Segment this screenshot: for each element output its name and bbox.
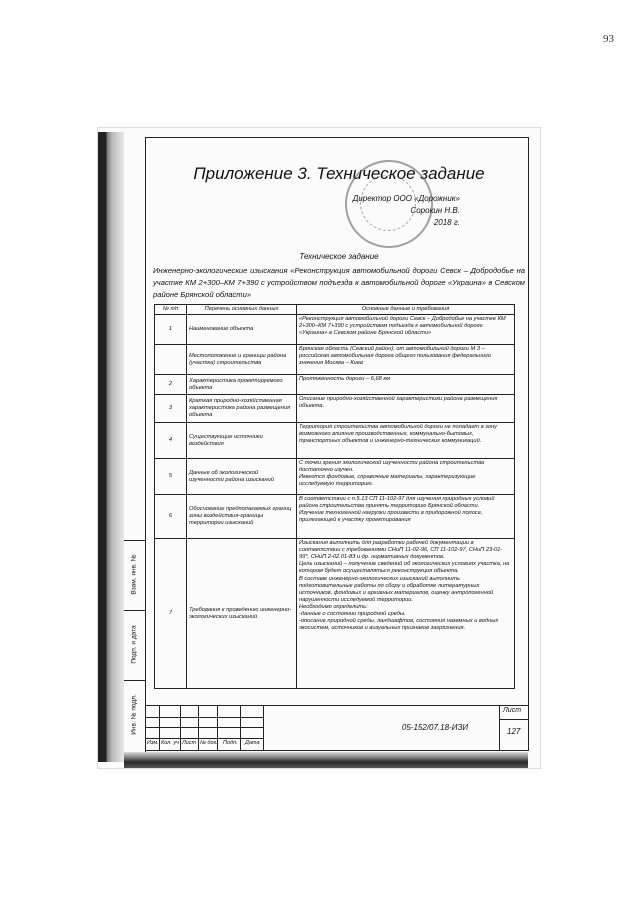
table-row <box>155 315 515 345</box>
header-num: № п/п <box>155 305 187 315</box>
row-number: 3 <box>155 395 187 423</box>
row-value: Протяженность дороги – 6,68 км <box>297 375 515 395</box>
binding-cell <box>124 680 145 753</box>
table-row <box>155 345 515 375</box>
title-block-rule <box>180 705 181 751</box>
sheet-number: 127 <box>507 727 521 736</box>
header-value: Основные данные и требования <box>297 305 515 315</box>
row-name: Существующие источники воздействия <box>187 423 297 459</box>
row-number: 1 <box>155 315 187 345</box>
document-code: 05-152/07.18-ИЗИ <box>401 723 469 732</box>
table-row <box>155 395 515 423</box>
title-block-label: Дата <box>245 740 260 746</box>
title-block-rule <box>145 705 529 706</box>
approval-block <box>350 193 460 229</box>
row-value: «Реконструкция автомобильной дороги Севск – Добродобье на участке КМ 2+300–КМ 7+390 с устройством подъезда к автомобильной дороге «Украина» в Севском районе Брянской области» <box>297 315 515 345</box>
page-title: Приложение 3. Техническое задание <box>193 164 485 183</box>
row-number: 4 <box>155 423 187 459</box>
document-heading: Техническое задание <box>299 252 379 261</box>
title-block-rule <box>159 705 160 751</box>
row-name: Местоположение и границы района (участка) строительства <box>187 345 297 375</box>
table-row <box>155 459 515 495</box>
row-name: Характеристика проектируемого объекта <box>187 375 297 395</box>
approval-position: Директор ООО «Дорожник» <box>352 194 460 203</box>
binding-cell <box>124 610 145 681</box>
row-name: Краткая природно-хозяйственная характеристика района размещения объекта <box>187 395 297 423</box>
binding-cell <box>124 540 145 611</box>
table-row <box>155 539 515 689</box>
row-value: Изыскания выполнить для разработки рабочей документации в соответствии с требованиями СНиП 11-02-96, СП 11-102-97, СНиП 23-01-99*, СНиП 2-02.01-83 и др. нормативных документов. Цель изысканий – получение сведений об экологических условиях участка, на котором будет осуществляться реконструкция объекта. В составе инженерно-экологических изысканий выполнить подготовительные работы по сбору и обработке литературных источников, фондовых и архивных материалов, оценку антропогенной нарушенности исследуемой территории. Необходимо определить: -данные о состоянии природной среды. -описание природной среды, ландшафтов, состояния наземных и водных экосистем, источников и визуальных признаков загрязнения. <box>297 539 515 689</box>
requirements-table <box>154 304 515 689</box>
title-block-rule <box>499 719 529 720</box>
header-name: Перечень основных данных <box>187 305 297 315</box>
title-block-rule <box>145 717 263 718</box>
title-block-label: Кол. уч <box>161 740 179 746</box>
title-block-rule <box>145 727 263 728</box>
approval-name: Сорокин Н.В. <box>410 206 460 215</box>
row-value: С точки зрения экологической изученности района строительства достаточно изучен. Имеются фондовые, справочные материалы, характеризующие исследуемую территорию. <box>297 459 515 495</box>
intro-paragraph: Инженерно-экологические изыскания «Реконструкция автомобильной дороги Севск – Добродобье на участке КМ 2+300–КМ 7+390 с устройством подъезда к автомобильной дороге «Украина» в Севском районе Брянской области» <box>153 266 525 299</box>
table-row <box>155 375 515 395</box>
row-value: В соответствии с п.5.13 СП 11-102-97 для изучения природных условий района строительства принять территорию Брянской области. Изучение техногенной нагрузки произвести в придорожной полосе, прилегающей к участку проектирования <box>297 495 515 539</box>
table-header-row <box>155 305 515 315</box>
binding-label: Инв. № подл. <box>130 694 138 735</box>
title-block-label: Лист <box>182 740 197 746</box>
row-number <box>155 345 187 375</box>
binding-label: Взам. инв. № <box>130 554 138 595</box>
binding-label: Подп. и дата <box>130 625 138 664</box>
row-number: 5 <box>155 459 187 495</box>
row-number: 2 <box>155 375 187 395</box>
title-block-label: Изм. <box>147 740 159 746</box>
row-name: Наименование объекта <box>187 315 297 345</box>
scan-shadow-bottom <box>124 752 528 768</box>
approval-date: 2018 г. <box>433 218 460 227</box>
row-name: Требования к проведению инженерно-экологических изысканий <box>187 539 297 689</box>
title-block <box>145 705 529 751</box>
row-number: 7 <box>155 539 187 689</box>
row-value: Брянская область (Севский район), от автомобильной дороги М 3 – российская автомобильная дорога общего пользования федерального значения Москва – Киев <box>297 345 515 375</box>
title-block-rule <box>145 738 263 739</box>
table-row <box>155 495 515 539</box>
row-value: Описание природно-хозяйственной характеристики района размещения объекта. <box>297 395 515 423</box>
title-block-label: № док. <box>200 740 218 746</box>
title-block-label: Подп. <box>223 740 238 746</box>
row-value: Территория строительства автомобильной дороги не попадает в зону возможного влияния производственных, коммунально-бытовых, транспортных объектов и инженерно-технических коммуникаций. <box>297 423 515 459</box>
title-block-rule <box>240 705 241 751</box>
binding-strip <box>124 540 146 752</box>
title-block-rule <box>263 705 264 751</box>
sheet-label: Лист <box>503 707 522 714</box>
row-name: Данные об экологической изученности района изысканий <box>187 459 297 495</box>
page-number: 93 <box>603 33 614 45</box>
row-name: Обоснование предполагаемых границ зоны воздействия-границы территории изысканий <box>187 495 297 539</box>
row-number: 6 <box>155 495 187 539</box>
scan-shadow-left <box>98 132 124 762</box>
table-row <box>155 423 515 459</box>
title-block-rule <box>198 705 199 751</box>
